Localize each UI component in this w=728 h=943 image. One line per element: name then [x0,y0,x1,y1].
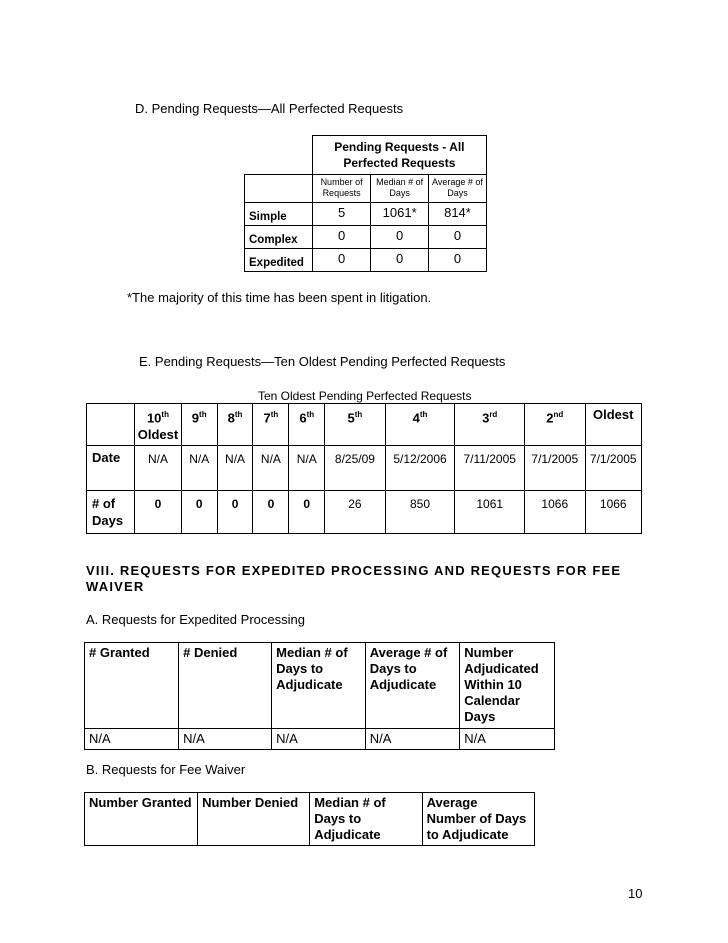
table-cell: 0 [428,249,486,272]
table-cell: 0 [135,491,182,534]
table-cell: N/A [289,446,325,491]
column-header: 3rd [455,404,525,446]
table-cell: 5 [312,203,371,226]
column-header: Number Adjudicated Within 10 Calendar Days [460,643,555,729]
table-cell: 1061* [371,203,429,226]
column-header: 5th [325,404,385,446]
fee-waiver-table [84,792,535,846]
table-cell: 0 [181,491,217,534]
column-header: # Denied [179,643,272,729]
table-cell: 7/1/2005 [585,446,641,491]
column-header: Average # of Days [428,175,486,203]
table-cell: 0 [312,226,371,249]
page-number: 10 [628,886,643,901]
table-cell: N/A [85,729,179,750]
column-header: Median # of Days to Adjudicate [272,643,366,729]
table-cell: 0 [217,491,253,534]
expedited-processing-table [84,642,555,750]
table-cell: 7/1/2005 [525,446,585,491]
table-cell: N/A [135,446,182,491]
section-e-heading: E. Pending Requests—Ten Oldest Pending Perfected Requests [139,354,506,369]
table-cell: 0 [428,226,486,249]
column-header: Median # of Days [371,175,429,203]
row-label: Simple [245,203,313,226]
pending-requests-table [244,135,487,272]
column-header: Number Denied [198,793,310,846]
table-cell: 26 [325,491,385,534]
section-d-heading: D. Pending Requests—All Perfected Requests [135,101,404,116]
table-cell: 850 [385,491,455,534]
row-label: # of Days [87,491,135,534]
table-cell: 0 [253,491,289,534]
table-cell: 1066 [585,491,641,534]
column-header: Average Number of Days to Adjudicate [422,793,534,846]
column-header: 6th [289,404,325,446]
table-cell: 0 [371,249,429,272]
column-header: 2nd [525,404,585,446]
column-header: 4th [385,404,455,446]
section-viii-heading: VIII. REQUESTS FOR EXPEDITED PROCESSING AND REQUESTS FOR FEE WAIVER [86,563,622,594]
column-header: Number Granted [85,793,198,846]
table-cell: 5/12/2006 [385,446,455,491]
table-cell: 1061 [455,491,525,534]
column-header: Median # of Days to Adjudicate [310,793,422,846]
column-header: 7th [253,404,289,446]
section-a-heading: A. Requests for Expedited Processing [86,612,305,627]
table-cell: N/A [253,446,289,491]
column-header: # Granted [85,643,179,729]
column-header: 8th [217,404,253,446]
ten-oldest-table [86,403,642,534]
footnote: *The majority of this time has been spent in litigation. [127,290,432,305]
table-cell: 1066 [525,491,585,534]
row-label: Date [87,446,135,491]
table-title: Pending Requests - All Perfected Requests [312,136,486,175]
table-cell: 814* [428,203,486,226]
section-b-heading: B. Requests for Fee Waiver [86,762,246,777]
column-header: 10th Oldest [135,404,182,446]
table-cell: 0 [371,226,429,249]
table-cell: N/A [181,446,217,491]
table-cell: N/A [217,446,253,491]
column-header: Average # of Days to Adjudicate [365,643,460,729]
table-title: Ten Oldest Pending Perfected Requests [258,389,472,403]
column-header: Number of Requests [312,175,371,203]
table-cell: N/A [272,729,366,750]
table-cell: 0 [312,249,371,272]
table-cell: N/A [365,729,460,750]
table-cell: 7/11/2005 [455,446,525,491]
column-header: Oldest [585,404,641,446]
table-cell: 0 [289,491,325,534]
table-cell: 8/25/09 [325,446,385,491]
table-cell: N/A [179,729,272,750]
row-label: Complex [245,226,313,249]
row-label: Expedited [245,249,313,272]
column-header: 9th [181,404,217,446]
table-cell: N/A [460,729,555,750]
